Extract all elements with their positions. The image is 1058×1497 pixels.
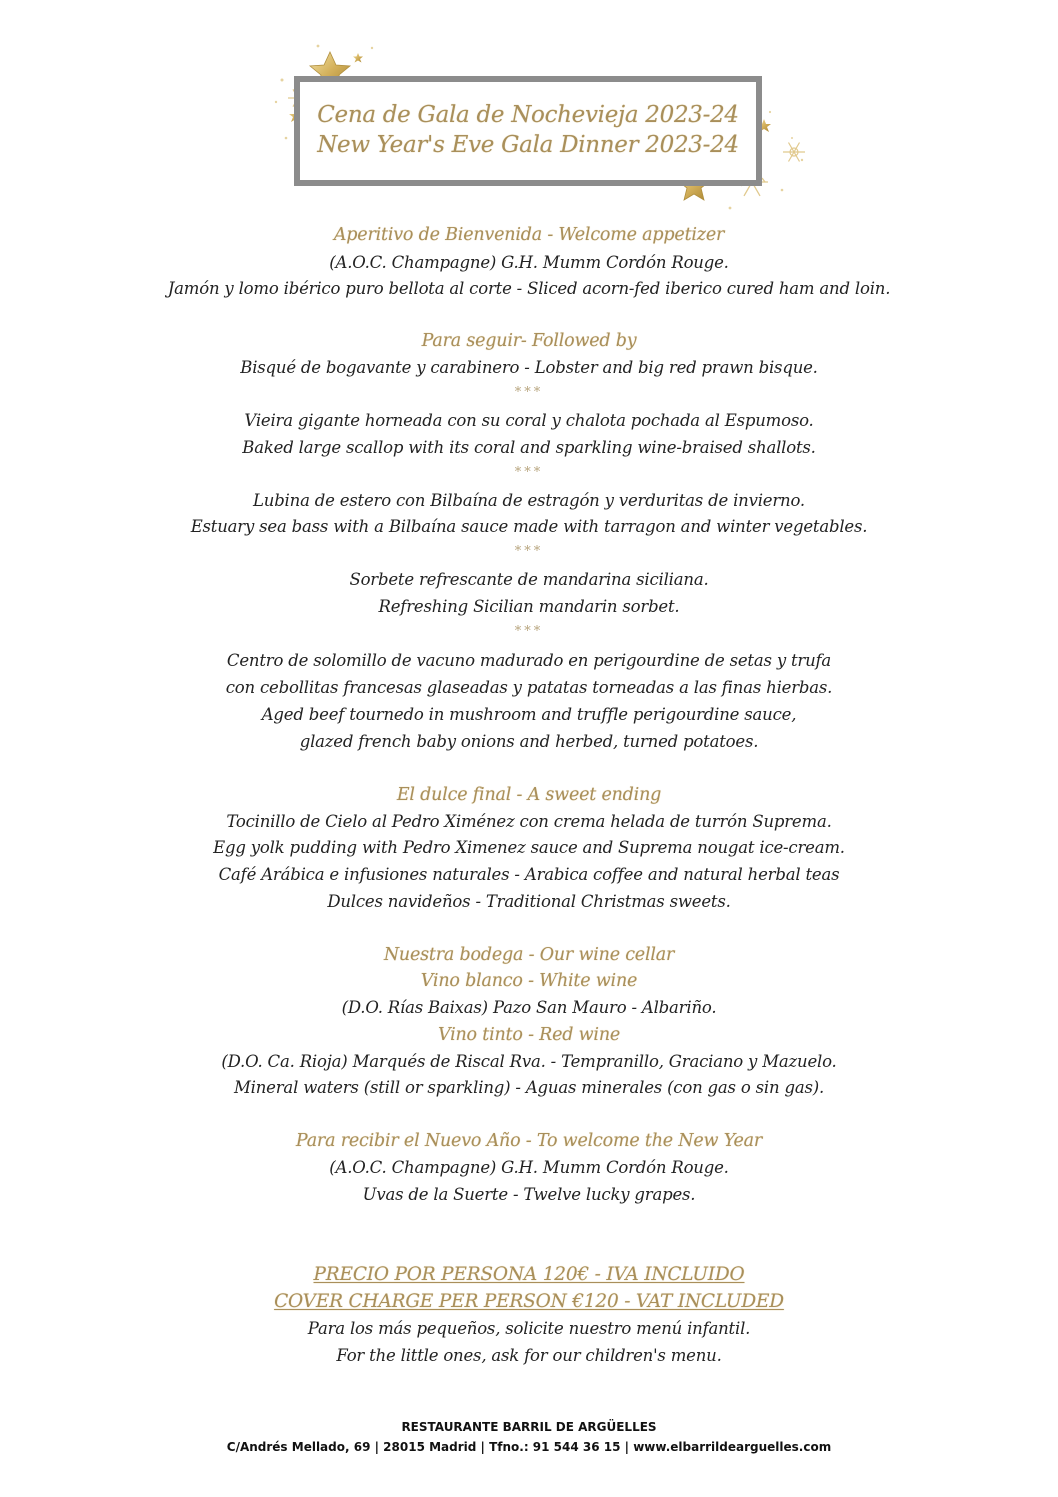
separator: *** — [514, 544, 544, 559]
restaurant-name: RESTAURANTE BARRIL DE ARGÜELLES — [401, 1420, 657, 1434]
section-heading-followed: Para seguir- Followed by — [421, 331, 637, 351]
separator: *** — [514, 624, 544, 639]
menu-line: (D.O. Ca. Rioja) Marqués de Riscal Rva. - Tempranillo, Graciano y Mazuelo. — [221, 1052, 837, 1071]
menu-line: Refreshing Sicilian mandarin sorbet. — [378, 597, 680, 616]
separator: *** — [514, 465, 544, 480]
menu-line: con cebollitas francesas glaseadas y patatas torneadas a las finas hierbas. — [225, 678, 833, 697]
section-heading-wine: Nuestra bodega - Our wine cellar — [383, 945, 675, 965]
section-heading-dessert: El dulce final - A sweet ending — [396, 785, 662, 805]
menu-line: Dulces navideños - Traditional Christmas sweets. — [327, 892, 731, 911]
menu-line: Tocinillo de Cielo al Pedro Ximénez con crema helada de turrón Suprema. — [226, 812, 832, 831]
menu-line: Bisqué de bogavante y carabinero - Lobster and big red prawn bisque. — [240, 358, 818, 377]
subheading-red-wine: Vino tinto - Red wine — [437, 1025, 621, 1045]
price-spanish: PRECIO POR PERSONA 120€ - IVA INCLUIDO — [313, 1264, 745, 1285]
title-spanish: Cena de Gala de Nochevieja 2023-24 — [317, 102, 739, 128]
subheading-white-wine: Vino blanco - White wine — [420, 971, 638, 991]
menu-line: Sorbete refrescante de mandarina siciliana. — [349, 570, 709, 589]
menu-line: Mineral waters (still or sparkling) - Aguas minerales (con gas o sin gas). — [233, 1078, 825, 1097]
menu-line: Uvas de la Suerte - Twelve lucky grapes. — [362, 1185, 696, 1204]
title-frame — [294, 76, 762, 186]
menu-line: Centro de solomillo de vacuno madurado en perigourdine de setas y trufa — [226, 651, 832, 670]
kids-menu-note-english: For the little ones, ask for our children's menu. — [336, 1346, 722, 1365]
menu-line: (A.O.C. Champagne) G.H. Mumm Cordón Rouge. — [329, 1158, 729, 1177]
menu-line: Aged beef tournedo in mushroom and truffle perigourdine sauce, — [261, 705, 797, 724]
section-heading-newyear: Para recibir el Nuevo Año - To welcome the New Year — [295, 1131, 763, 1151]
section-heading-appetizer: Aperitivo de Bienvenida - Welcome appetizer — [333, 225, 725, 245]
menu-line: Estuary sea bass with a Bilbaína sauce made with tarragon and winter vegetables. — [190, 517, 868, 536]
menu-line: (D.O. Rías Baixas) Pazo San Mauro - Albariño. — [341, 998, 717, 1017]
restaurant-address: C/Andrés Mellado, 69 | 28015 Madrid | Tfno.: 91 544 36 15 | www.elbarrildearguelles.com — [226, 1440, 832, 1454]
menu-line: Café Arábica e infusiones naturales - Arabica coffee and natural herbal teas — [218, 865, 840, 884]
menu-line: (A.O.C. Champagne) G.H. Mumm Cordón Rouge. — [329, 253, 729, 272]
menu-line: Baked large scallop with its coral and sparkling wine-braised shallots. — [242, 438, 816, 457]
separator: *** — [514, 385, 544, 400]
menu-line: Jamón y lomo ibérico puro bellota al corte - Sliced acorn-fed iberico cured ham and loin. — [167, 279, 891, 298]
price-english: COVER CHARGE PER PERSON €120 - VAT INCLUDED — [274, 1291, 784, 1312]
menu-line: Egg yolk pudding with Pedro Ximenez sauce and Suprema nougat ice-cream. — [213, 838, 845, 857]
snowflake-icon — [783, 143, 805, 162]
menu-line: glazed french baby onions and herbed, turned potatoes. — [299, 732, 759, 751]
star-icon — [353, 53, 363, 63]
kids-menu-note-spanish: Para los más pequeños, solicite nuestro menú infantil. — [307, 1319, 751, 1338]
title-english: New Year's Eve Gala Dinner 2023-24 — [317, 132, 739, 158]
menu-line: Lubina de estero con Bilbaína de estragón y verduritas de invierno. — [253, 491, 805, 510]
menu-line: Vieira gigante horneada con su coral y chalota pochada al Espumoso. — [244, 411, 814, 430]
